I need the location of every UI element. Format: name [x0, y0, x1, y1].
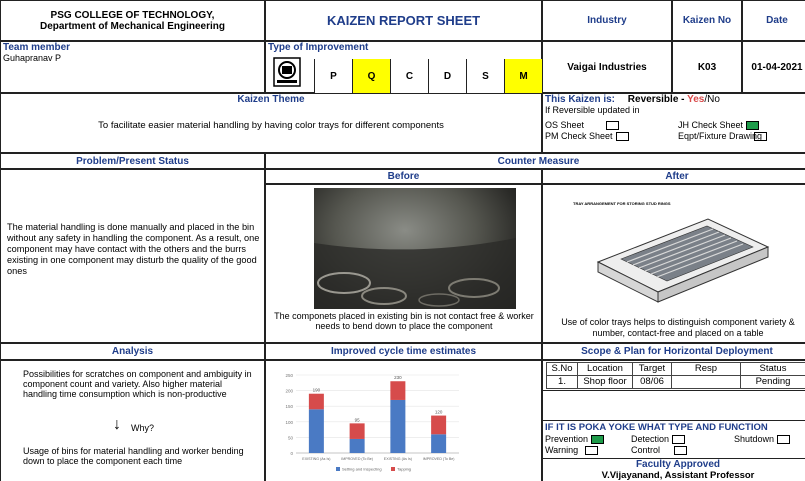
chart-data-label: 190 — [312, 387, 321, 393]
tray-drawing-icon — [583, 207, 783, 307]
after-cell — [542, 184, 805, 343]
eqpt-label: Eqpt/Fixture Drawing — [678, 131, 763, 141]
chart-category-label: IMPROVED (To Be) — [341, 457, 373, 461]
cycle-time-cell — [265, 360, 542, 481]
chart-category-label: EXISTING (As Is) — [302, 457, 331, 461]
poka-left-col — [545, 434, 604, 456]
warning-label: Warning — [545, 445, 579, 455]
control-label: Control — [631, 445, 661, 455]
chart-legend-label: Tapping — [397, 466, 412, 472]
os-sheet-checkbox[interactable] — [606, 121, 619, 130]
scope-col-4: Status — [740, 362, 805, 376]
cycle-time-chart — [274, 367, 536, 479]
type-option-c[interactable]: C — [390, 59, 428, 93]
team-cell — [0, 41, 265, 93]
scope-cell-1: Shop floor — [577, 375, 633, 389]
team-member: Guhapranav P — [3, 53, 62, 63]
this-kaizen-line — [543, 94, 805, 105]
college-name: PSG COLLEGE OF TECHNOLOGY, — [50, 9, 215, 21]
college-logo — [272, 56, 302, 88]
kaizen-theme-cell — [0, 93, 542, 153]
bin-photo-icon — [314, 188, 516, 309]
department-name: Department of Mechanical Engineering — [39, 20, 226, 32]
after-caption: Use of color trays helps to distinguish component variety & number, contact-free and placed on a table — [561, 317, 795, 338]
report-title-cell — [265, 0, 542, 41]
chart-legend-swatch — [391, 467, 395, 471]
shutdown-label: Shutdown — [734, 434, 775, 444]
why-label: Why? — [131, 423, 155, 433]
chart-category-label: EXISTING (As Is) — [383, 457, 412, 461]
updated-right-col — [678, 120, 767, 142]
shutdown-checkbox[interactable] — [777, 435, 790, 444]
os-sheet-row[interactable] — [545, 120, 629, 131]
no-option[interactable]: No — [707, 94, 720, 105]
pm-check-checkbox[interactable] — [616, 132, 629, 141]
chart-bar-0 — [350, 439, 365, 453]
chart-data-label: 95 — [354, 417, 360, 423]
before-photo — [314, 188, 516, 309]
scope-blank-area — [543, 390, 805, 421]
type-option-m[interactable]: M — [504, 59, 542, 93]
chart-ytick-label: 250 — [285, 373, 293, 378]
pm-check-label: PM Check Sheet — [545, 131, 613, 141]
eqpt-row[interactable] — [678, 131, 767, 142]
prevention-label: Prevention — [545, 434, 589, 444]
scope-label: Scope & Plan for Horizontal Deployment — [542, 343, 805, 360]
kaizen-theme-text: To facilitate easier material handling by having color trays for different components — [98, 119, 444, 131]
jh-check-label: JH Check Sheet — [678, 120, 744, 130]
control-row[interactable] — [631, 445, 687, 456]
scope-cell-0: 1. — [546, 375, 578, 389]
pm-check-row[interactable] — [545, 131, 629, 142]
scope-cell-2: 08/06 — [632, 375, 672, 389]
faculty-label: Faculty Approved — [635, 459, 721, 470]
chart-ytick-label: 200 — [285, 388, 293, 394]
scope-cell — [542, 360, 805, 481]
problem-text: The material handling is done manually and placed in the bin without any safety in handling the component. As a result, one component may have contact with the others and the burrs existing in one component may disturb the quality of the good ones — [7, 222, 260, 276]
eqpt-checkbox[interactable] — [754, 132, 767, 141]
control-checkbox[interactable] — [674, 446, 687, 455]
detection-label: Detection — [631, 434, 670, 444]
chart-category-label: IMPROVED (To Be) — [422, 457, 455, 461]
chart-data-label: 120 — [434, 409, 443, 415]
kaizen-no-value: K03 — [672, 41, 742, 93]
poka-yoke-label: IF IT IS POKA YOKE WHAT TYPE AND FUNCTION — [545, 422, 768, 433]
prevention-row[interactable] — [545, 434, 604, 445]
analysis-cell — [0, 360, 265, 481]
scope-col-3: Resp — [671, 362, 741, 376]
chart-bar-0 — [309, 409, 324, 453]
report-title: KAIZEN REPORT SHEET — [326, 13, 481, 28]
os-sheet-label: OS Sheet — [545, 120, 585, 130]
type-option-q[interactable]: Q — [352, 59, 390, 93]
reversible-dash: - — [678, 94, 688, 105]
scope-table — [546, 362, 805, 388]
this-kaizen-label: This Kaizen is: — [545, 94, 616, 105]
updated-in-label: If Reversible updated in — [545, 105, 640, 115]
chart-ytick-label: 0 — [290, 451, 293, 456]
kaizen-no-label: Kaizen No — [672, 0, 742, 41]
analysis-text-2: Usage of bins for material handling and worker bending down to place the component each time — [23, 446, 244, 466]
type-options — [314, 59, 542, 93]
down-arrow-icon: ↓ — [113, 416, 121, 433]
cycle-time-label: Improved cycle time estimates — [265, 343, 542, 360]
scope-row — [546, 375, 805, 388]
analysis-label: Analysis — [0, 343, 265, 360]
type-of-improvement-cell — [265, 41, 542, 93]
scope-cell-3 — [671, 375, 741, 389]
warning-row[interactable] — [545, 445, 604, 456]
problem-label: Problem/Present Status — [0, 153, 265, 169]
chart-bar-0 — [390, 400, 405, 453]
counter-measure-label: Counter Measure — [265, 153, 805, 169]
faculty-name: V.Vijayanand, Assistant Professor — [601, 470, 755, 481]
before-caption: The componets placed in existing bin is not contact free & worker needs to bend down to place the component — [274, 311, 534, 331]
kaizen-theme-label: Kaizen Theme — [237, 94, 305, 105]
team-label: Team member — [3, 42, 71, 53]
date-value: 01-04-2021 — [742, 41, 805, 93]
type-option-p[interactable]: P — [314, 59, 352, 93]
prevention-checkbox[interactable] — [591, 435, 604, 444]
before-label: Before — [265, 169, 542, 184]
type-label: Type of Improvement — [268, 42, 369, 53]
shutdown-row[interactable] — [734, 434, 790, 444]
poka-mid-col — [631, 434, 687, 456]
chart-bar-1 — [431, 416, 446, 435]
updated-left-col — [545, 120, 629, 142]
warning-checkbox[interactable] — [585, 446, 598, 455]
date-label: Date — [742, 0, 805, 41]
jh-check-row[interactable] — [678, 120, 767, 131]
chart-ytick-label: 50 — [287, 435, 293, 441]
analysis-text-1: Possibilities for scratches on component and ambiguity in component count and variety. Also higher material handling time consumption which is non-productive — [23, 369, 252, 399]
scope-header-row — [546, 362, 805, 375]
logo-icon — [273, 57, 301, 87]
problem-cell — [0, 169, 265, 343]
detection-row[interactable] — [631, 434, 687, 445]
industry-label: Industry — [542, 0, 672, 41]
before-cell — [265, 184, 542, 343]
chart-bar-1 — [350, 423, 365, 439]
jh-check-checkbox[interactable] — [746, 121, 759, 130]
chart-bar-0 — [431, 434, 446, 453]
reversible-value: Reversible — [627, 94, 679, 105]
scope-col-1: Location — [577, 362, 633, 376]
type-option-s[interactable]: S — [466, 59, 504, 93]
chart-bar-1 — [390, 381, 405, 400]
chart-bar-1 — [309, 394, 324, 410]
scope-cell-4: Pending — [740, 375, 805, 389]
type-option-d[interactable]: D — [428, 59, 466, 93]
chart-ytick-label: 150 — [285, 404, 293, 410]
chart-legend-label: Setting and Inspecting — [342, 466, 382, 472]
chart-legend-swatch — [336, 467, 340, 471]
after-label: After — [542, 169, 805, 184]
chart-data-label: 230 — [394, 375, 402, 381]
scope-col-0: S.No — [546, 362, 578, 376]
chart-ytick-label: 100 — [285, 419, 293, 425]
this-kaizen-cell — [542, 93, 805, 153]
option-slash: / — [704, 94, 708, 105]
college-header — [0, 0, 265, 41]
scope-col-2: Target — [632, 362, 672, 376]
yes-option[interactable]: Yes — [687, 94, 705, 105]
detection-checkbox[interactable] — [672, 435, 685, 444]
faculty-block — [543, 458, 805, 481]
industry-value: Vaigai Industries — [542, 41, 672, 93]
after-drawing-title: TRAY ARRANGEMENT FOR STORING STUD RINGS — [573, 201, 671, 206]
